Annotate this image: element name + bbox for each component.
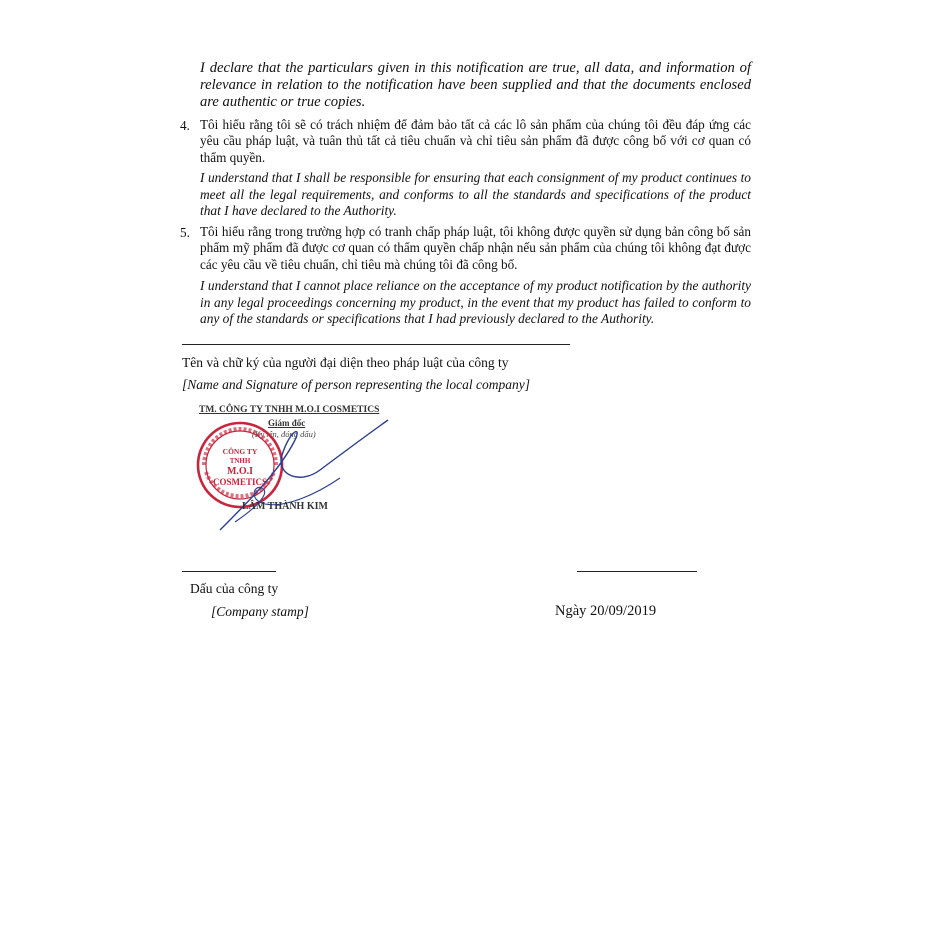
declaration-intro-en: I declare that the particulars given in this notification are true, all data, and information of relevance in relation to the notification have been supplied and that the documents enclosed are authentic or true copies. [200, 60, 751, 111]
item-5-number: 5. [180, 225, 190, 240]
signature-hint: (Ký tên, đóng dấu) [252, 429, 316, 439]
stamp-line [182, 571, 276, 572]
stamp-line-1: CÔNG TY [222, 447, 258, 456]
stamp-line-4: COSMETICS [212, 477, 268, 487]
signature-label-vi: Tên và chữ ký của người đại diện theo pháp luật của công ty [182, 355, 509, 370]
date-line [577, 571, 697, 572]
item-5-en: I understand that I cannot place reliance on the acceptance of my product notification by the authority in any legal proceedings concerning my product, in the event that my product has failed to conform to any of the standards or specifications that I had previously declared to the Authority. [200, 278, 751, 326]
red-stamp [198, 423, 282, 507]
company-stamp-signature [190, 400, 400, 540]
stamp-line-3: M.O.I [226, 466, 254, 477]
director-name: LÂM THÀNH KIM [242, 501, 328, 512]
stamp-line-2: TNHH [229, 457, 251, 465]
signing-date: Ngày 20/09/2019 [555, 603, 657, 619]
company-stamp-label-en: [Company stamp] [211, 604, 309, 619]
separator-line [182, 344, 570, 345]
item-5-vi: Tôi hiểu rằng trong trường hợp có tranh chấp pháp luật, tôi không được quyền sử dụng bản công bố sản phẩm mỹ phẩm đã được cơ quan có thẩm quyền chấp nhận nếu sản phẩm của chúng tôi không đạt được các yêu cầu về tiêu chuẩn, chỉ tiêu mà chúng tôi đã công bố. [200, 224, 751, 272]
director-title: Giám đốc [268, 418, 306, 428]
item-4-vi: Tôi hiểu rằng tôi sẽ có trách nhiệm để đảm bảo tất cả các lô sản phẩm của chúng tôi đều đáp ứng các yêu cầu pháp luật, và tuân thủ tất cả tiêu chuẩn và chỉ tiêu sản phẩm đã được công bố với cơ quan có thẩm quyền. [200, 117, 751, 165]
company-line: TM. CÔNG TY TNHH M.O.I COSMETICS [199, 405, 380, 415]
company-stamp-label-vi: Dấu của công ty [190, 581, 279, 596]
item-4-number: 4. [180, 118, 190, 133]
item-4-en: I understand that I shall be responsible for ensuring that each consignment of my product continues to meet all the legal requirements, and conforms to all the standards and specifications of the product that I have declared to the Authority. [200, 170, 751, 218]
signature-label-en: [Name and Signature of person representing the local company] [182, 377, 530, 392]
